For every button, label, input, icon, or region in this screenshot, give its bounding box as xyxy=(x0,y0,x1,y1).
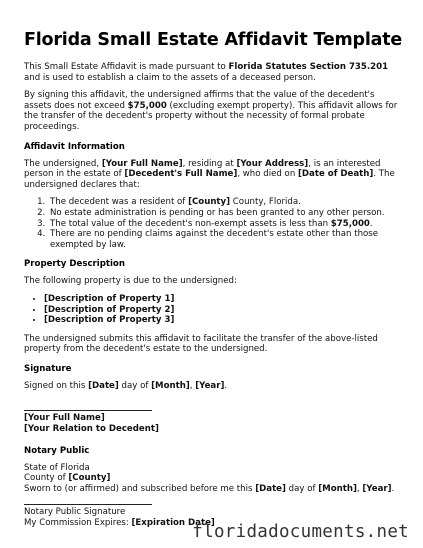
declaration-text: . xyxy=(369,218,373,229)
notary-county-field: [County] xyxy=(68,473,111,484)
intro-text: and is used to establish a claim to the assets of a deceased person. xyxy=(24,72,316,83)
signed-date-field: [Date] xyxy=(88,380,119,391)
affidavit-text: , is an interested person in the estate of xyxy=(24,158,381,180)
statute-reference: Florida Statutes Section 735.201 xyxy=(228,62,389,72)
site-watermark: floridadocuments.net xyxy=(192,522,409,542)
commission-text: My Commission Expires: xyxy=(24,518,132,529)
notary-sworn xyxy=(24,484,399,495)
affidavit-heading: Affidavit Information xyxy=(24,141,125,152)
declaration-text: The decedent was a resident of xyxy=(50,197,189,208)
declaration-item: 2. No estate administration is pending or has been granted to any other person. xyxy=(48,208,399,219)
property-item: • [Description of Property 3] xyxy=(44,315,399,326)
declaration-item: 4. There are no pending claims against the decedent's estate other than those exempted by law. xyxy=(48,229,399,250)
notary-signature-label: Notary Public Signature xyxy=(24,507,126,518)
affidavit-paragraph xyxy=(24,159,399,191)
asset-limit: $75,000 xyxy=(330,218,370,229)
affidavit-text: , who died on xyxy=(237,169,298,180)
intro-paragraph-1 xyxy=(24,62,399,83)
address-field: [Your Address] xyxy=(236,158,309,169)
affidavit-text: . The undersigned declares that: xyxy=(24,169,395,190)
date-of-death-field: [Date of Death] xyxy=(298,169,374,180)
intro-text: (excluding exempt property). This affidavit allows for the transfer of the decedent's property without the necessity of formal probate proceedings. xyxy=(24,100,398,132)
notary-text: , xyxy=(356,483,363,494)
signed-text: day of xyxy=(118,380,152,391)
document-title: Florida Small Estate Affidavit Template xyxy=(24,30,403,50)
affidavit-text: The undersigned, xyxy=(24,158,102,169)
notary-county xyxy=(24,473,399,484)
intro-text: This Small Estate Affidavit is made pursuant to xyxy=(24,62,229,72)
signature-heading: Signature xyxy=(24,363,72,374)
signed-month-field: [Month] xyxy=(151,380,190,391)
affidavit-text: , residing at xyxy=(182,158,237,169)
notary-date-field: [Date] xyxy=(255,483,286,494)
notary-text: Sworn to (or affirmed) and subscribed before me this xyxy=(24,483,256,494)
signed-text: , xyxy=(189,380,196,391)
notary-text: . xyxy=(391,483,395,494)
signer-name-field: [Your Full Name] xyxy=(24,413,105,424)
notary-text: County of xyxy=(24,473,69,484)
signature-block xyxy=(24,398,399,434)
intro-text: By signing this affidavit, the undersigned affirms that the value of the decedent's assets does not exceed xyxy=(24,90,375,111)
property-closing: The undersigned submits this affidavit to facilitate the transfer of the above-listed property from the decedent's estate to the undersigned. xyxy=(24,333,378,355)
property-intro: The following property is due to the undersigned: xyxy=(24,276,237,287)
notary-year-field: [Year] xyxy=(362,483,392,494)
property-item: • [Description of Property 2] xyxy=(44,305,399,316)
property-list xyxy=(24,294,399,326)
declaration-item xyxy=(48,219,399,230)
declaration-text: County, Florida. xyxy=(230,197,301,208)
decedent-name-field: [Decedent's Full Name] xyxy=(124,169,238,180)
notary-block xyxy=(24,463,399,529)
signed-text: Signed on this xyxy=(24,380,89,391)
notary-signature-line xyxy=(24,494,152,505)
signed-year-field: [Year] xyxy=(195,380,225,391)
asset-limit: $75,000 xyxy=(127,100,167,111)
county-field: [County] xyxy=(188,197,231,208)
signed-on-line xyxy=(24,381,399,392)
signed-text: . xyxy=(224,380,228,391)
expiration-date-field: [Expiration Date] xyxy=(131,518,215,529)
signer-relation-field: [Your Relation to Decedent] xyxy=(24,424,159,435)
full-name-field: [Your Full Name] xyxy=(101,158,183,169)
property-heading: Property Description xyxy=(24,259,125,270)
intro-paragraph-2 xyxy=(24,90,399,132)
declaration-text: The total value of the decedent's non-exempt assets is less than xyxy=(50,218,331,229)
signature-line xyxy=(24,398,152,411)
property-item: • [Description of Property 1] xyxy=(44,294,399,305)
notary-state: State of Florida xyxy=(24,462,90,473)
notary-month-field: [Month] xyxy=(318,483,357,494)
notary-heading: Notary Public xyxy=(24,445,90,456)
declaration-item xyxy=(48,197,399,208)
declarations-list xyxy=(24,197,399,250)
notary-text: day of xyxy=(285,483,319,494)
